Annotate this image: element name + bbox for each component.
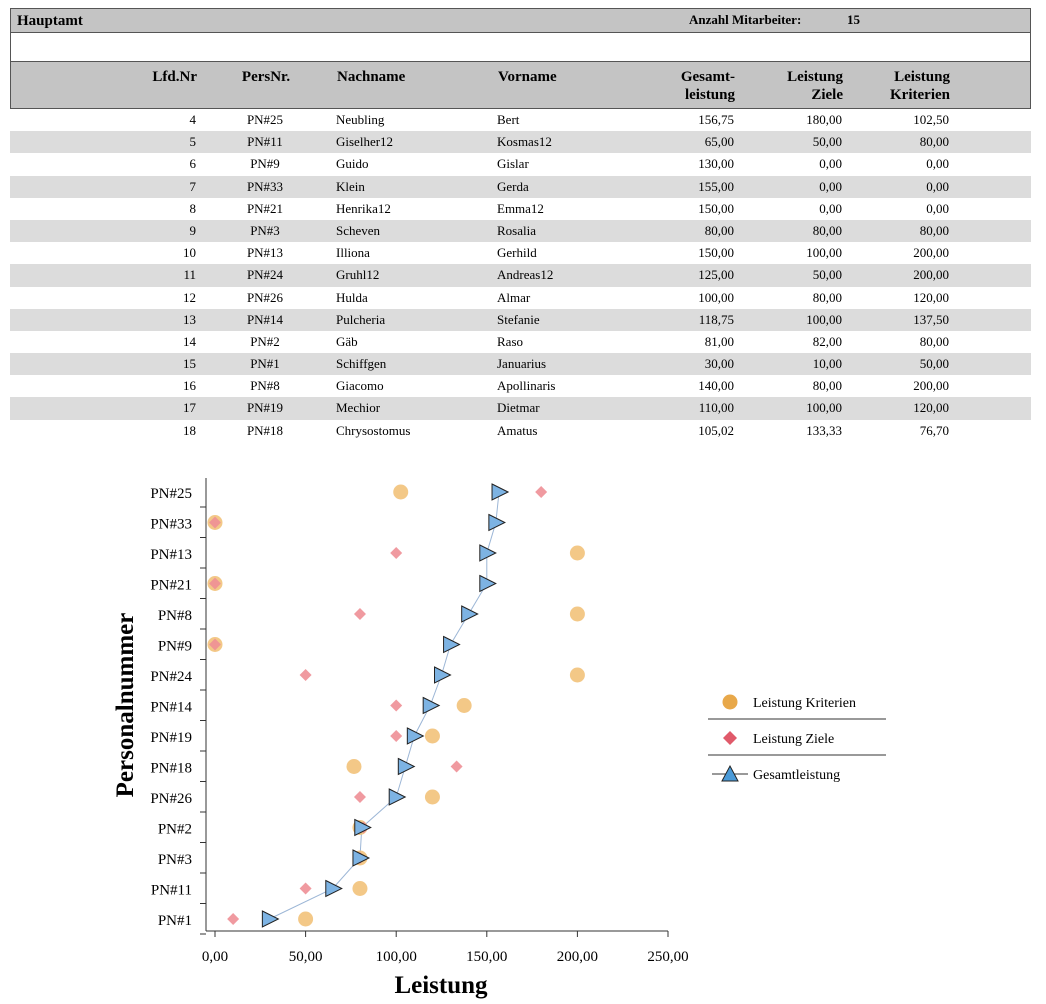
cell-gesamtleistung: 118,75 bbox=[698, 311, 734, 327]
cell-persnr: PN#19 bbox=[246, 400, 284, 416]
y-tick-label: PN#14 bbox=[150, 699, 192, 716]
report-header bbox=[10, 8, 1031, 33]
gesamtleistung-point bbox=[326, 881, 342, 897]
cell-leistung-kriterien: 80,00 bbox=[919, 333, 949, 349]
legend-item-label: Leistung Kriterien bbox=[753, 696, 857, 711]
cell-nachname: Hulda bbox=[336, 289, 368, 305]
cell-vorname: Kosmas12 bbox=[497, 134, 552, 150]
column-header-vorname: Vorname bbox=[498, 69, 557, 85]
table-row bbox=[10, 176, 1031, 198]
cell-nachname: Giacomo bbox=[336, 378, 384, 394]
department-title: Hauptamt bbox=[17, 13, 83, 29]
column-header-gesamtleistung bbox=[635, 68, 735, 104]
cell-gesamtleistung: 150,00 bbox=[698, 200, 734, 216]
cell-vorname: Gislar bbox=[497, 156, 529, 172]
cell-lfd: 6 bbox=[189, 156, 196, 172]
column-header-lfd: Lfd.Nr bbox=[152, 69, 197, 85]
cell-leistung-kriterien: 120,00 bbox=[913, 289, 949, 305]
cell-gesamtleistung: 81,00 bbox=[704, 333, 734, 349]
cell-vorname: Stefanie bbox=[497, 311, 540, 327]
employee-count-label: Anzahl Mitarbeiter: bbox=[689, 12, 802, 27]
cell-gesamtleistung: 125,00 bbox=[698, 267, 734, 283]
table-row bbox=[10, 109, 1031, 131]
leistung-kriterien-point bbox=[298, 912, 313, 927]
x-tick-label: 200,00 bbox=[556, 949, 599, 965]
cell-leistung-kriterien: 0,00 bbox=[926, 178, 949, 194]
y-tick-label: PN#25 bbox=[150, 486, 192, 502]
gesamtleistung-point bbox=[398, 759, 414, 775]
employee-table bbox=[10, 109, 1031, 442]
x-tick-label: 50,00 bbox=[288, 949, 323, 965]
table-column-headers bbox=[10, 61, 1031, 109]
cell-vorname: Bert bbox=[497, 112, 520, 127]
y-tick-label: PN#26 bbox=[150, 791, 192, 807]
cell-gesamtleistung: 110,00 bbox=[698, 400, 734, 416]
column-header-gesamtleistung-line1: Gesamt- bbox=[680, 69, 735, 85]
cell-lfd: 11 bbox=[183, 267, 196, 283]
cell-lfd: 12 bbox=[183, 289, 196, 305]
legend-item-label: Leistung Ziele bbox=[753, 732, 835, 747]
cell-persnr: PN#18 bbox=[246, 422, 284, 438]
cell-nachname: Gruhl12 bbox=[336, 267, 380, 283]
table-row bbox=[10, 375, 1031, 397]
cell-persnr: PN#33 bbox=[246, 178, 284, 194]
column-header-kriterien-line2: Kriterien bbox=[890, 87, 950, 103]
gesamtleistung-point bbox=[480, 545, 496, 561]
cell-nachname: Scheven bbox=[336, 222, 381, 238]
cell-leistung-kriterien: 120,00 bbox=[913, 400, 949, 416]
cell-leistung-ziele: 50,00 bbox=[812, 267, 842, 283]
cell-vorname: Almar bbox=[497, 289, 531, 305]
column-header-gesamtleistung-line2: leistung bbox=[684, 87, 735, 103]
cell-leistung-kriterien: 200,00 bbox=[913, 267, 949, 283]
x-tick-label: 250,00 bbox=[647, 949, 689, 965]
cell-gesamtleistung: 140,00 bbox=[698, 378, 734, 394]
cell-vorname: Amatus bbox=[497, 422, 538, 438]
y-axis-title: Personalnummer bbox=[112, 612, 139, 798]
cell-vorname: Andreas12 bbox=[497, 267, 554, 283]
leistung-ziele-point bbox=[390, 547, 402, 559]
column-header-leistung-kriterien bbox=[850, 68, 950, 104]
cell-persnr: PN#9 bbox=[250, 156, 280, 172]
cell-lfd: 16 bbox=[183, 378, 196, 394]
cell-gesamtleistung: 65,00 bbox=[704, 134, 734, 150]
leistung-ziele-point bbox=[451, 761, 463, 773]
leistung-ziele-point bbox=[535, 486, 547, 498]
cell-lfd: 4 bbox=[189, 112, 196, 127]
cell-lfd: 17 bbox=[183, 400, 196, 416]
column-header-leistung-ziele bbox=[743, 68, 843, 104]
cell-leistung-ziele: 80,00 bbox=[812, 289, 842, 305]
column-header-ziele-line1: Leistung bbox=[787, 69, 843, 85]
y-tick-label: PN#3 bbox=[157, 852, 192, 868]
x-tick-label: 0,00 bbox=[201, 949, 229, 965]
leistung-ziele-point bbox=[354, 791, 366, 803]
cell-nachname: Illiona bbox=[336, 245, 370, 261]
cell-lfd: 5 bbox=[189, 134, 196, 150]
cell-nachname: Neubling bbox=[336, 112, 385, 127]
leistung-kriterien-point bbox=[570, 668, 585, 683]
cell-vorname: Dietmar bbox=[497, 400, 540, 416]
cell-gesamtleistung: 155,00 bbox=[698, 178, 734, 194]
legend-ziele-marker bbox=[723, 731, 737, 745]
gesamtleistung-point bbox=[407, 728, 423, 744]
performance-scatter-chart bbox=[0, 460, 1046, 1004]
leistung-kriterien-point bbox=[570, 546, 585, 561]
cell-nachname: Klein bbox=[336, 178, 365, 194]
y-tick-label: PN#33 bbox=[150, 516, 192, 533]
cell-gesamtleistung: 30,00 bbox=[704, 356, 734, 372]
gesamtleistung-point bbox=[444, 637, 460, 653]
cell-leistung-kriterien: 0,00 bbox=[926, 156, 949, 172]
cell-nachname: Henrika12 bbox=[336, 200, 391, 216]
leistung-ziele-point bbox=[300, 669, 312, 681]
y-tick-label: PN#18 bbox=[150, 760, 192, 777]
cell-leistung-kriterien: 200,00 bbox=[913, 378, 949, 394]
y-tick-label: PN#13 bbox=[150, 547, 192, 563]
gesamtleistung-point bbox=[435, 667, 451, 683]
cell-leistung-kriterien: 76,70 bbox=[919, 422, 949, 438]
cell-persnr: PN#24 bbox=[246, 267, 284, 283]
column-header-ziele-line2: Ziele bbox=[811, 87, 843, 103]
legend-kriterien-marker bbox=[723, 695, 738, 710]
table-row bbox=[10, 420, 1031, 442]
leistung-ziele-point bbox=[390, 700, 402, 712]
cell-lfd: 13 bbox=[183, 311, 196, 327]
header-spacer bbox=[10, 33, 1031, 61]
y-tick-label: PN#8 bbox=[157, 608, 192, 624]
cell-persnr: PN#21 bbox=[246, 200, 284, 216]
table-row bbox=[10, 331, 1031, 353]
cell-leistung-ziele: 100,00 bbox=[806, 311, 842, 327]
cell-persnr: PN#8 bbox=[250, 378, 280, 394]
table-row bbox=[10, 353, 1031, 375]
leistung-kriterien-point bbox=[425, 790, 440, 805]
table-row bbox=[10, 198, 1031, 220]
cell-persnr: PN#1 bbox=[250, 356, 280, 372]
table-row bbox=[10, 153, 1031, 175]
table-row bbox=[10, 131, 1031, 153]
cell-gesamtleistung: 105,02 bbox=[698, 422, 734, 438]
cell-nachname: Giselher12 bbox=[336, 134, 394, 150]
cell-nachname: Schiffgen bbox=[336, 356, 387, 372]
x-tick-label: 100,00 bbox=[375, 949, 417, 965]
cell-leistung-ziele: 80,00 bbox=[812, 378, 842, 394]
y-tick-label: PN#2 bbox=[157, 821, 192, 838]
cell-leistung-kriterien: 0,00 bbox=[926, 200, 949, 216]
gesamtleistung-point bbox=[462, 606, 478, 622]
cell-leistung-ziele: 80,00 bbox=[812, 222, 842, 238]
gesamtleistung-point bbox=[492, 484, 508, 500]
cell-lfd: 7 bbox=[189, 178, 196, 194]
cell-leistung-ziele: 0,00 bbox=[819, 178, 842, 194]
table-row bbox=[10, 220, 1031, 242]
cell-lfd: 15 bbox=[183, 356, 196, 372]
cell-persnr: PN#13 bbox=[246, 245, 284, 261]
table-row bbox=[10, 287, 1031, 309]
cell-nachname: Guido bbox=[336, 156, 369, 172]
y-tick-label: PN#1 bbox=[157, 913, 192, 929]
y-tick-label: PN#9 bbox=[157, 638, 192, 655]
cell-lfd: 9 bbox=[189, 222, 196, 238]
cell-leistung-ziele: 133,33 bbox=[806, 422, 842, 438]
leistung-kriterien-point bbox=[352, 881, 367, 896]
cell-persnr: PN#26 bbox=[246, 289, 284, 305]
column-header-persnr: PersNr. bbox=[241, 69, 291, 85]
cell-nachname: Mechior bbox=[336, 400, 381, 416]
cell-vorname: Raso bbox=[497, 333, 523, 349]
leistung-ziele-point bbox=[300, 883, 312, 895]
cell-leistung-ziele: 100,00 bbox=[806, 400, 842, 416]
cell-gesamtleistung: 100,00 bbox=[698, 289, 734, 305]
leistung-kriterien-point bbox=[393, 485, 408, 500]
cell-leistung-ziele: 100,00 bbox=[806, 245, 842, 261]
cell-leistung-ziele: 0,00 bbox=[819, 200, 842, 216]
table-row bbox=[10, 309, 1031, 331]
leistung-kriterien-point bbox=[425, 729, 440, 744]
cell-gesamtleistung: 156,75 bbox=[698, 112, 734, 127]
leistung-kriterien-point bbox=[570, 607, 585, 622]
cell-leistung-ziele: 180,00 bbox=[806, 112, 842, 127]
cell-leistung-ziele: 10,00 bbox=[812, 356, 842, 372]
cell-lfd: 8 bbox=[189, 200, 196, 216]
cell-vorname: Rosalia bbox=[497, 222, 536, 238]
cell-vorname: Gerda bbox=[497, 178, 529, 194]
cell-persnr: PN#25 bbox=[246, 112, 284, 127]
cell-vorname: Apollinaris bbox=[497, 378, 556, 394]
cell-persnr: PN#14 bbox=[246, 311, 284, 327]
cell-vorname: Januarius bbox=[497, 356, 547, 372]
cell-persnr: PN#11 bbox=[247, 134, 283, 150]
cell-leistung-kriterien: 80,00 bbox=[919, 134, 949, 150]
cell-leistung-kriterien: 137,50 bbox=[913, 311, 949, 327]
column-header-nachname: Nachname bbox=[337, 69, 406, 85]
x-axis-title: Leistung bbox=[394, 972, 488, 999]
cell-vorname: Gerhild bbox=[497, 245, 537, 261]
gesamtleistung-point bbox=[389, 789, 405, 805]
y-tick-label: PN#24 bbox=[150, 669, 192, 685]
cell-leistung-ziele: 50,00 bbox=[812, 134, 842, 150]
cell-lfd: 10 bbox=[183, 245, 196, 261]
gesamtleistung-point bbox=[262, 911, 278, 927]
cell-leistung-kriterien: 80,00 bbox=[919, 222, 949, 238]
cell-nachname: Gäb bbox=[336, 333, 358, 349]
cell-gesamtleistung: 150,00 bbox=[698, 245, 734, 261]
y-tick-label: PN#21 bbox=[150, 577, 192, 594]
cell-leistung-ziele: 0,00 bbox=[819, 156, 842, 172]
cell-lfd: 14 bbox=[183, 333, 196, 349]
leistung-ziele-point bbox=[227, 913, 239, 925]
table-row bbox=[10, 397, 1031, 419]
gesamtleistung-point bbox=[423, 698, 439, 714]
employee-count-value: 15 bbox=[847, 12, 860, 27]
y-tick-label: PN#19 bbox=[150, 730, 192, 746]
cell-vorname: Emma12 bbox=[497, 200, 544, 216]
cell-persnr: PN#3 bbox=[250, 222, 280, 238]
legend-item-label: Gesamtleistung bbox=[753, 768, 841, 783]
cell-persnr: PN#2 bbox=[250, 333, 280, 349]
column-header-kriterien-line1: Leistung bbox=[894, 69, 950, 85]
cell-nachname: Pulcheria bbox=[336, 311, 386, 327]
leistung-ziele-point bbox=[390, 730, 402, 742]
leistung-ziele-point bbox=[354, 608, 366, 620]
cell-lfd: 18 bbox=[183, 422, 196, 438]
x-tick-label: 150,00 bbox=[466, 949, 508, 965]
cell-leistung-kriterien: 200,00 bbox=[913, 245, 949, 261]
gesamtleistung-point bbox=[480, 576, 496, 592]
cell-gesamtleistung: 80,00 bbox=[704, 222, 734, 238]
cell-leistung-ziele: 82,00 bbox=[812, 333, 842, 349]
cell-nachname: Chrysostomus bbox=[336, 422, 411, 438]
leistung-kriterien-point bbox=[457, 698, 472, 713]
cell-gesamtleistung: 130,00 bbox=[698, 156, 734, 172]
cell-leistung-kriterien: 102,50 bbox=[913, 112, 949, 127]
table-row bbox=[10, 242, 1031, 264]
table-row bbox=[10, 264, 1031, 286]
y-tick-label: PN#11 bbox=[150, 882, 192, 899]
leistung-kriterien-point bbox=[346, 759, 361, 774]
cell-leistung-kriterien: 50,00 bbox=[919, 356, 949, 372]
